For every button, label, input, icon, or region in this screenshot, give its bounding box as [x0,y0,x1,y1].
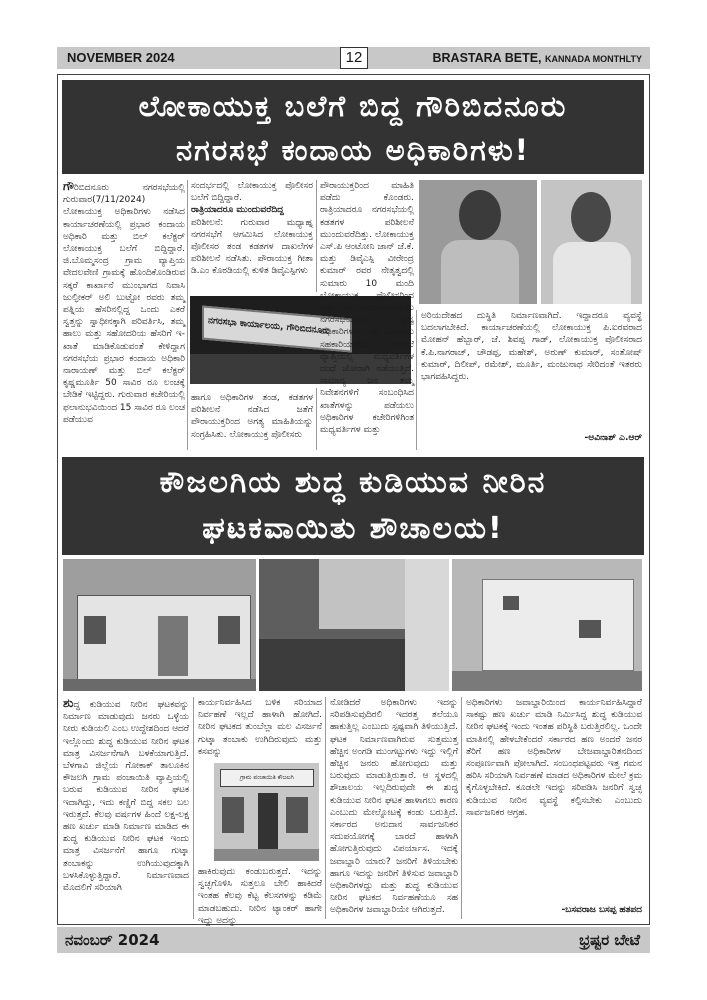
water-plant-exterior-photo [63,559,256,691]
story2-drop-cap: ಶು [63,696,74,710]
story1-col2-text2: ಪರಿಶೀಲನೆ: ಗುರುವಾರ ಮಧ್ಯಾಹ್ನ ನಗರಸಭೆಗೆ ಆಗಮಿಸಿದ ಲೋಕಾಯುಕ್ತ ಪೊಲೀಸರ ತಂಡ ಕಡತಗಳ ದಾಖಲೆಗಳ ಪರಿಶೀಲನೆ ನಡೆಸಿತು. ಪೌರಾಯುಕ್ತ ಗೀತಾ ಡಿ.ಎಂ ಕೊಠಡಿಯಲ್ಲಿ ಕುಳಿತ ಡಿವೈಎಸ್ಪಿಗಳು [191,217,313,277]
column-divider [325,697,326,919]
page-number: 12 [340,47,368,69]
story1-drop-cap: ಗೌ [63,179,74,193]
story1-headline [62,80,644,174]
story1-headline-line1: ಲೋಕಾಯುಕ್ತ ಬಲೆಗೆ ಬಿದ್ದ ಗೌರಿಬಿದನೂರು [138,89,568,123]
story2-headline-line1: ಕೌಜಲಗಿಯ ಶುದ್ಧ ಕುಡಿಯುವ ನೀರಿನ [159,465,547,500]
building-sign: ಗ್ರಾಮ ಪಂಚಾಯಿತಿ ಕೌಜಲಗಿ [220,769,314,787]
publication-name [432,51,642,65]
story2-byline-box [466,904,642,919]
story2-col4-text: ಅಧಿಕಾರಿಗಳು ಜವಾಬ್ದಾರಿಯಿಂದ ಕಾರ್ಯನಿರ್ವಹಿಸಿದ್ದಾರೆ ಸಾಕಷ್ಟು ಹಣ ಖರ್ಚು ಮಾಡಿ ನಿರ್ಮಿಸಿದ್ದ ಶುದ್ಧ ಕುಡಿಯುವ ನೀರಿನ ಘಟಕಕ್ಕೆ ಇಂದು ಇಂತಹ ಪರಿಸ್ಥಿತಿ ಬರುತ್ತಿರಲಿಲ್ಲ. ಒಂದೇ ಮಾತಿನಲ್ಲಿ ಹೇಳಬೇಕೆಂದರೆ ಸರ್ಕಾರದ ಹಣ ಅಂದರೆ ಜನರ ತೆರಿಗೆ ಹಣ ಅಧಿಕಾರಿಗಳ ಬೇಜವಾಬ್ದಾರಿತನದಿಂದ ಸಂಪೂರ್ಣವಾಗಿ ಪೋಲಾಗಿದೆ. ಸಂಬಂಧಪಟ್ಟವರು ಇತ್ತ ಗಮನ ಹರಿಸಿ ಸರಿಯಾಗಿ ನಿರ್ವಹಣೆ ಮಾಡದ ಅಧಿಕಾರಿಗಳ ಮೇಲೆ ಕ್ರಮ ಕೈಗೊಳ್ಳಬೇಕಿದೆ. ಕೂಡಲೇ ಇದನ್ನು ಸರಿಪಡಿಸಿ ಜನರಿಗೆ ಸ್ವಚ್ಛ ಕುಡಿಯುವ ನೀರಿನ ವ್ಯವಸ್ಥೆ ಕಲ್ಪಿಸಬೇಕು ಎಂಬುದು ಸಾರ್ವಜನಿಕರ ಆಗ್ರಹ. [466,698,642,818]
story1-col4-text: ಅರಿಯದೇಹದ ದುಸ್ಥಿತಿ ನಿರ್ಮಾಣವಾಗಿದೆ. ಇದ್ದಾದರೂ ವ್ಯವಸ್ಥೆ ಬದಲಾಗಬೇಕಿದೆ. ಕಾರ್ಯಾಚರಣೆಯಲ್ಲಿ ಲೋಕಾಯುಕ್ತ ಪಿ.ಐರವರಾದ ಮೋಹನ್ ಹೆಬ್ಬಾರ್, ಜೆ. ಶಿವಪ್ಪ ಗಾಡ್, ಲೋಕಾಯುಕ್ತ ಪೊಲೀಸರಾದ ಕೆ.ಪಿ.ನಾಗರಾಜ್, ಚೌಡಪ್ಪ, ಮಹೇಶ್, ಅರುಣ್ ಕುಮಾರ್, ಸಂತೋಷ್ ಕುಮಾರ್, ದಿಲೀಪ್, ರಮೇಶ್, ಮೂರ್ತಿ, ಮಂಜುನಾಥ ಸೇರಿದಂತೆ ಇತರರು ಭಾಗವಹಿಸಿದ್ದರು. [421,311,642,383]
story1-column-2-top [191,180,313,290]
water-plant-wall-photo [452,559,642,691]
story2-headline [62,457,644,555]
column-divider [461,697,462,919]
column-divider [416,310,417,450]
story1-column-1 [63,180,185,450]
page-footer [57,927,650,953]
brand-title: BRASTARA BETE, [432,51,542,65]
column-divider [193,697,194,919]
footer-date: ನವಂಬರ್ 2024 [65,931,160,949]
panchayat-building-photo [214,763,319,861]
story2-col1-text: ದ್ಧ ಕುಡಿಯುವ ನೀರಿನ ಘಟಕವನ್ನು ನಿರ್ಮಾಣ ಮಾಡುವುದು ಜನರು ಒಳ್ಳೆಯ ನೀರು ಕುಡಿಯಲಿ ಎಂಬ ಉದ್ದೇಶದಿಂದ ಆದರೆ ಇಲ್ಲೊಂದು ಶುದ್ಧ ಕುಡಿಯುವ ನೀರಿನ ಘಟಕ ಮಾತ್ರ ವಿಸರ್ಜನೆಗಾಗಿ ಬಳಕೆಯಾಗುತ್ತಿದೆ. ಬೆಳಗಾವಿ ಜಿಲ್ಲೆಯ ಗೋಕಾಕ್ ತಾಲೂಕಿನ ಕೌಜಲಗಿ ಗ್ರಾಮ ಪಂಚಾಯಿತಿ ವ್ಯಾಪ್ತಿಯಲ್ಲಿ ಬರುವ ಕುಡಿಯುವ ನೀರಿನ ಘಟಕ ಇದಾಗಿದ್ದು, ಇದು ಕಣ್ಣಿಗೆ ಬಿದ್ದ ಸಕಲ ಬಲ ಇರುತ್ತದೆ. ಕೆಲವು ವರ್ಷಗಳ ಹಿಂದೆ ಲಕ್ಷ-ಲಕ್ಷ ಹಣ ಖರ್ಚು ಮಾಡಿ ನಿರ್ಮಾಣ ಮಾಡಿದ ಈ ಶುದ್ಧ ಕುಡಿಯುವ ನೀರಿನ ಘಟಕ ಇಂದು ಮಾತ್ರ ವಿಸರ್ಜನೆಗೆ ಹಾಗೂ ಗುಟ್ಕಾ ತಂಬಾಕನ್ನು ಉಗಿಯುವುದಕ್ಕಾಗಿ ಬಳಸಿಕೊಳ್ಳುತ್ತಿದ್ದಾರೆ. ನಿರ್ಮಾಣವಾದ ಮೊದಲಿಗೆ ಸರಿಯಾಗಿ [63,700,189,894]
story1-column-2-bottom [191,392,313,450]
story2-column-2-bottom [198,866,322,926]
story1-headline-line2: ನಗರಸಭೆ ಕಂದಾಯ ಅಧಿಕಾರಿಗಳು! [176,133,530,167]
water-plant-interior-photo [259,559,449,691]
page-header [57,47,650,69]
story2-column-1 [63,697,189,919]
story2-column-3 [330,697,458,919]
story1-col2-bottom-text: ಹಾಗೂ ಅಧಿಕಾರಿಗಳ ತಂಡ, ಕಡತಗಳ ಪರಿಶೀಲನೆ ನಡೆಸಿದ ಜತೆಗೆ ಪೌರಾಯುಕ್ತರಿಂದ ಅಗತ್ಯ ಮಾಹಿತಿಯನ್ನು ಸಂಗ್ರಹಿಸಿತು. ಲೋಕಾಯುಕ್ತ ಪೊಲೀಸರು [191,393,313,440]
story1-subheading: ರಾತ್ರಿಯಾದರೂ ಮುಂದುವರೆದಿದ್ದ [191,205,284,216]
brand-subtitle: KANNADA MONTHLTY [545,54,642,64]
officer-portrait-1 [419,180,537,304]
story2-column-4 [466,697,642,902]
story1-col3-text: ಪೌರಾಯುಕ್ತರಿಂದ ಮಾಹಿತಿ ಪಡೆದು ಕೊಂಡರು. ರಾತ್ರಿಯಾದರೂ ನಗರಸಭೆಯಲ್ಲಿ ಕಡತಗಳ ಪರಿಶೀಲನೆ ಮುಂದುವರೆದಿತ್ತು. ಲೋಕಾಯುಕ್ತ ಎಸ್.ಪಿ ಆಂಟೋನಿ ಜಾನ್ ಜೆ.ಕೆ. ಮತ್ತು ಡಿವೈಎಸ್ಪಿ ವೀರೇಂದ್ರ ಕುಮಾರ್ ರವರ ನೇತೃತ್ವದಲ್ಲಿ ಸುಮಾರು 10 ಮಂದಿ ಲೋಕಾಯುಕ್ತ ಪೊಲೀಸರಿಂದ ನಡೆದ ಈ ಕಾರ್ಯಾಚರಣೆಯು ನಗರಸಭೆಯಲ್ಲಿನ ಭ್ರಷ್ಟ ಅಧಿಕಾರಿಗಳನ್ನು ಸರಿ ಹಿಡಿಯಲು ಸಹಕಾರಿಯಾಗಿದೆ. ನಗರಸಭೆ ವ್ಯಾಪ್ತಿಯಲ್ಲಿ ಮಧ್ಯವರ್ತಿಗಳ ದಂಧೆ ಜೋರಾಗಿ ನಡೆಯುತ್ತಿದೆ. ಸಾಮಾನ್ಯ ಜನ ತಮ್ಮ ನಿವೇಶನಗಳಿಗೆ ಸಂಬಂಧಿಸಿದ ಖಾತೆಗಳನ್ನು ಪಡೆಯಲು ಅಧಿಕಾರಿಗಳ ಕಚೇರಿಗಳಿಗಿಂತ ಮಧ್ಯವರ್ತಿಗಳ ಮತ್ತು [320,181,414,436]
signboard-text: ನಗರಸಭಾ ಕಾರ್ಯಾಲಯ, ಗೌರಿಬಿದನೂರು [208,315,330,337]
story2-column-2-top [198,697,322,757]
column-divider [316,388,317,450]
story2-col2-bottom-text: ಹಾಕಿರುವುದು ಕಂಡುಬರುತ್ತದೆ. ಇದನ್ನು ಸ್ವಚ್ಛಗೊಳಿಸಿ ಸುತ್ತಲೂ ಬೇಲಿ ಹಾಕಿದರೆ ಇಂತಹ ಕೆಲವು ಕೆಟ್ಟ ಕೆಲಸಗಳನ್ನು ಕಡಿಮೆ ಮಾಡಬಹುದು. ನೀರಿನ ಟ್ಯಾಂಕರ್ ಹಾಗೇ ಇದ್ದು ಅದನ್ನು [198,867,322,926]
story2-col2-text: ಕಾರ್ಯನಿರ್ವಹಿಸಿದ ಬಳಿಕ ಸರಿಯಾದ ನಿರ್ವಹಣೆ ಇಲ್ಲದೆ ಹಾಳಾಗಿ ಹೋಗಿದೆ. ನೀರಿನ ಘಟಕದ ತುಂಬೆಲ್ಲಾ ಮಲ ವಿಸರ್ಜನೆ ಗುಟ್ಕಾ ತಂಬಾಕು ಉಗಿದಿರುವುದು ಮತ್ತು ಕಸವನ್ನು [198,698,322,757]
footer-title: ಭ್ರಷ್ಟರ ಬೇಟೆ [579,931,640,949]
story1-col1-text: ರಿಬಿದನೂರು ನಗರಸಭೆಯಲ್ಲಿ ಗುರುವಾರ(7/11/2024) ಲೋಕಾಯುಕ್ತ ಅಧಿಕಾರಿಗಳು ನಡೆಸಿದ ಕಾರ್ಯಾಚರಣೆಯಲ್ಲಿ ಪ್ರಭಾರ ಕಂದಾಯ ಅಧಿಕಾರಿ ಮತ್ತು ಬಿಲ್ ಕಲೆಕ್ಟರ್ ಲೋಕಾಯುಕ್ತ ಬಲೆಗೆ ಬಿದ್ದಿದ್ದಾರೆ. ಜಿ.ಬೊಮ್ಮಸಂದ್ರ ಗ್ರಾಮ ವ್ಯಾಪ್ತಿಯ ವೇದಲವೇಣಿ ಗ್ರಾಮಕ್ಕೆ ಹೊಂದಿಕೊಂಡಿರುವ ಸಕ್ಕರೆ ಕಾರ್ಖಾನೆ ಮುಂಭಾಗದ ನಿವಾಸಿ ಜುಲ್ಫೀಕರ್ ಅಲಿ ಬುಟ್ಟೋ ರವರು ತಮ್ಮ ಪತ್ನಿಯ ಹೆಸರಿನಲ್ಲಿದ್ದ ಒಂದು ಎಕರೆ ಸ್ವತ್ತನ್ನು ಸ್ವಾಧೀನಕ್ಕಾಗಿ ಪರಿವರ್ತಿಸಿ, ತಮ್ಮ ಹಾಲು ಮತ್ತು ಸಹೋದರಿಯ ಹೆಸರಿಗೆ ಇ-ಖಾತೆ ಮಾಡಿಕೊಡುವಂತೆ ಕೇಳಿದ್ದಾಗ ನಗರಸಭೆಯ ಪ್ರಭಾರ ಕಂದಾಯ ಅಧಿಕಾರಿ ನಾರಾಯಣ್ ಮತ್ತು ಬಿಲ್ ಕಲೆಕ್ಟರ್ ಕೃಷ್ಣಮೂರ್ತಿ 50 ಸಾವಿರ ರೂ ಲಂಚಕ್ಕೆ ಬೇಡಿಕೆ ಇಟ್ಟಿದ್ದರು. ಗುರುವಾರ ಕಚೇರಿಯಲ್ಲಿ ಫಲಾನುಭವಿಯಿಂದ 15 ಸಾವಿರ ರೂ ಲಂಚ ಪಡೆಯುವ [63,183,185,425]
story1-column-4 [421,310,642,428]
story1-byline-box [421,432,642,448]
issue-date: NOVEMBER 2024 [67,50,175,65]
story1-byline: -ಅವಿನಾಶ್ ಎ.ಆರ್ [584,433,642,443]
column-divider [316,180,317,292]
story1-column-3 [320,180,414,450]
story1-col2-text: ಸಂದರ್ಭದಲ್ಲಿ ಲೋಕಾಯುಕ್ತ ಪೊಲೀಸರ ಬಲೆಗೆ ಬಿದ್ದಿದ್ದಾರೆ. [191,181,313,204]
column-divider [187,180,188,450]
officer-portrait-2 [541,180,642,304]
story2-headline-line2: ಘಟಕವಾಯಿತು ಶೌಚಾಲಯ! [202,511,504,546]
story2-byline: -ಬಸವರಾಜ ಬಸಪ್ಪ ಹತಪದ [561,905,642,915]
story2-col3-text: ನೋಡಿದರೆ ಅಧಿಕಾರಿಗಳು ಇದನ್ನು ಸರಿಪಡಿಸುವುದಿರಲಿ ಇದರತ್ತ ತಲೆಯೂ ಹಾಕುತ್ತಿಲ್ಲ ಎಂಬುದು ಸ್ಪಷ್ಟವಾಗಿ ತಿಳಿಯುತ್ತಿದೆ. ಘಟಕ ನಿರ್ಮಾಣವಾಗಿರುವ ಸುತ್ತಮುತ್ತ ಹೆಚ್ಚಿನ ಅಂಗಡಿ ಮುಂಗಟ್ಟುಗಳು ಇದ್ದು ಇಲ್ಲಿಗೆ ಹೆಚ್ಚಿನ ಜನರು ಹೋಗುವುದು ಮತ್ತು ಬರುವುದು ಮಾಡುತ್ತಿರುತ್ತಾರೆ. ಆ ಸ್ಥಳದಲ್ಲಿ ಶೌಚಾಲಯ ಇಲ್ಲದಿರುವುದೇ ಈ ಶುದ್ಧ ಕುಡಿಯುವ ನೀರಿನ ಘಟಕ ಹಾಳಾಗಲು ಕಾರಣ ಎಂಬುದು ಮೇಲ್ನೋಟಕ್ಕೆ ಕಂಡು ಬರುತ್ತಿದೆ. ಸರ್ಕಾರದ ಅನುದಾನ ಸಾರ್ವಜನಿಕರ ಸದುಪಯೋಗಕ್ಕೆ ಬಾರದೆ ಹಾಳಾಗಿ ಹೋಗುತ್ತಿರುವುದು ವಿಪರ್ಯಾಸ. ಇದಕ್ಕೆ ಜವಾಬ್ದಾರಿ ಯಾರು? ಜನರಿಗೆ ತಿಳಿಯಬೇಕು ಹಾಗೂ ಇದನ್ನು ಜನರಿಗೆ ತಿಳಿಸುವ ಜವಾಬ್ದಾರಿ ಅಧಿಕಾರಿಗಳದ್ದು ಮತ್ತು ಶುದ್ಧ ಕುಡಿಯುವ ನೀರಿನ ಘಟಕದ ನಿರ್ವಹಣೆಯೂ ಸಹ ಅಧಿಕಾರಿಗಳ ಜವಾಬ್ದಾರಿಯೇ ಆಗಿರುತ್ತದೆ. [330,698,458,916]
